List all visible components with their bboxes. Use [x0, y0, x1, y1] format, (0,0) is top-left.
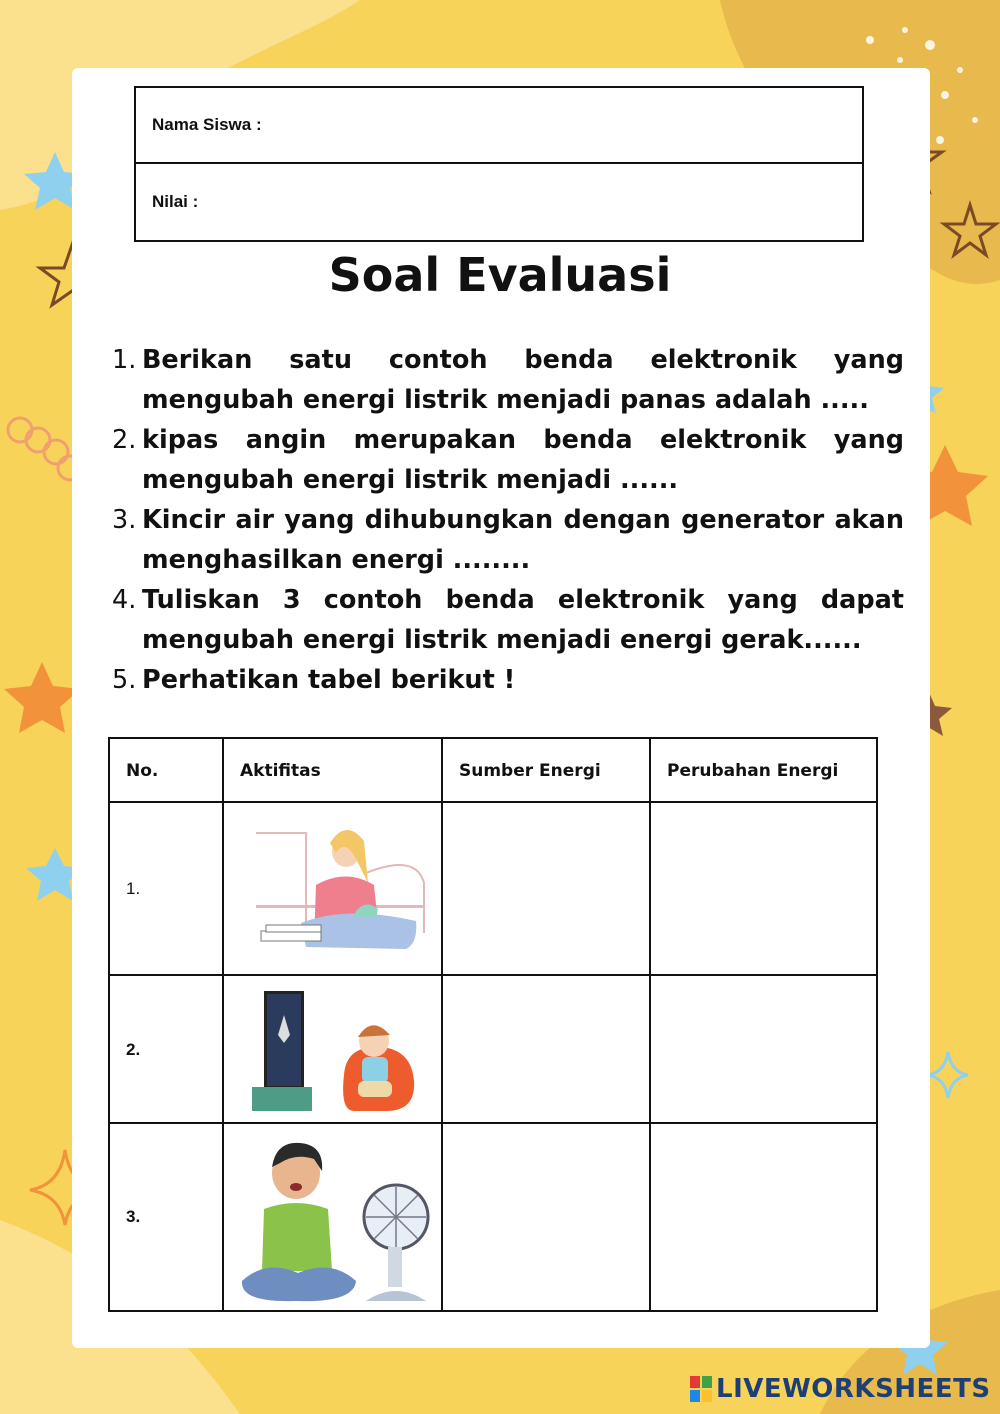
table-row-number: 1.	[126, 879, 141, 898]
question-number: 5.	[112, 665, 137, 695]
question-number: 2.	[112, 425, 137, 455]
sumber-energi-input[interactable]	[443, 803, 649, 974]
table-header-no: No.	[126, 761, 159, 781]
table-row-number: 2.	[126, 1040, 141, 1059]
question-text: Perhatikan tabel berikut !	[142, 665, 516, 695]
question-text: Tuliskan 3 contoh benda elektronik yang dapat mengubah energi listrik menjadi energi gerak......	[142, 585, 904, 655]
score-field[interactable]	[136, 164, 862, 240]
question-item	[112, 580, 904, 660]
student-name-field[interactable]	[136, 88, 862, 164]
ironing-illustration	[246, 813, 426, 963]
question-text: kipas angin merupakan benda elektronik yang mengubah energi listrik menjadi ......	[142, 425, 904, 495]
question-number: 4.	[112, 585, 137, 615]
energy-table	[108, 737, 878, 1312]
table-header-perubahan-energi: Perubahan Energi	[667, 761, 839, 781]
table-header-sumber-energi: Sumber Energi	[459, 761, 601, 781]
liveworksheets-logo	[690, 1374, 991, 1404]
table-row-number: 3.	[126, 1207, 141, 1226]
table-header-aktifitas: Aktifitas	[240, 761, 321, 781]
student-info-box	[134, 86, 864, 242]
score-label: Nilai :	[152, 192, 199, 211]
question-item	[112, 420, 904, 500]
sumber-energi-input[interactable]	[443, 1124, 649, 1310]
question-text: Berikan satu contoh benda elektronik yang mengubah energi listrik menjadi panas adalah .....	[142, 345, 904, 415]
liveworksheets-logo-icon	[690, 1376, 712, 1402]
question-item	[112, 340, 904, 420]
question-text: Kincir air yang dihubungkan dengan generator akan menghasilkan energi ........	[142, 505, 904, 575]
question-item	[112, 500, 904, 580]
perubahan-energi-input[interactable]	[651, 803, 878, 974]
sumber-energi-input[interactable]	[443, 976, 649, 1122]
page-title: Soal Evaluasi	[328, 248, 672, 302]
question-list	[112, 340, 904, 700]
brand-name: LIVEWORKSHEETS	[716, 1374, 991, 1404]
perubahan-energi-input[interactable]	[651, 1124, 878, 1310]
question-item	[112, 660, 904, 700]
student-name-label: Nama Siswa :	[152, 115, 262, 134]
question-number: 3.	[112, 505, 137, 535]
question-number: 1.	[112, 345, 137, 375]
perubahan-energi-input[interactable]	[651, 976, 878, 1122]
boy-with-fan-illustration	[236, 1131, 444, 1309]
watching-tv-illustration	[246, 985, 426, 1117]
